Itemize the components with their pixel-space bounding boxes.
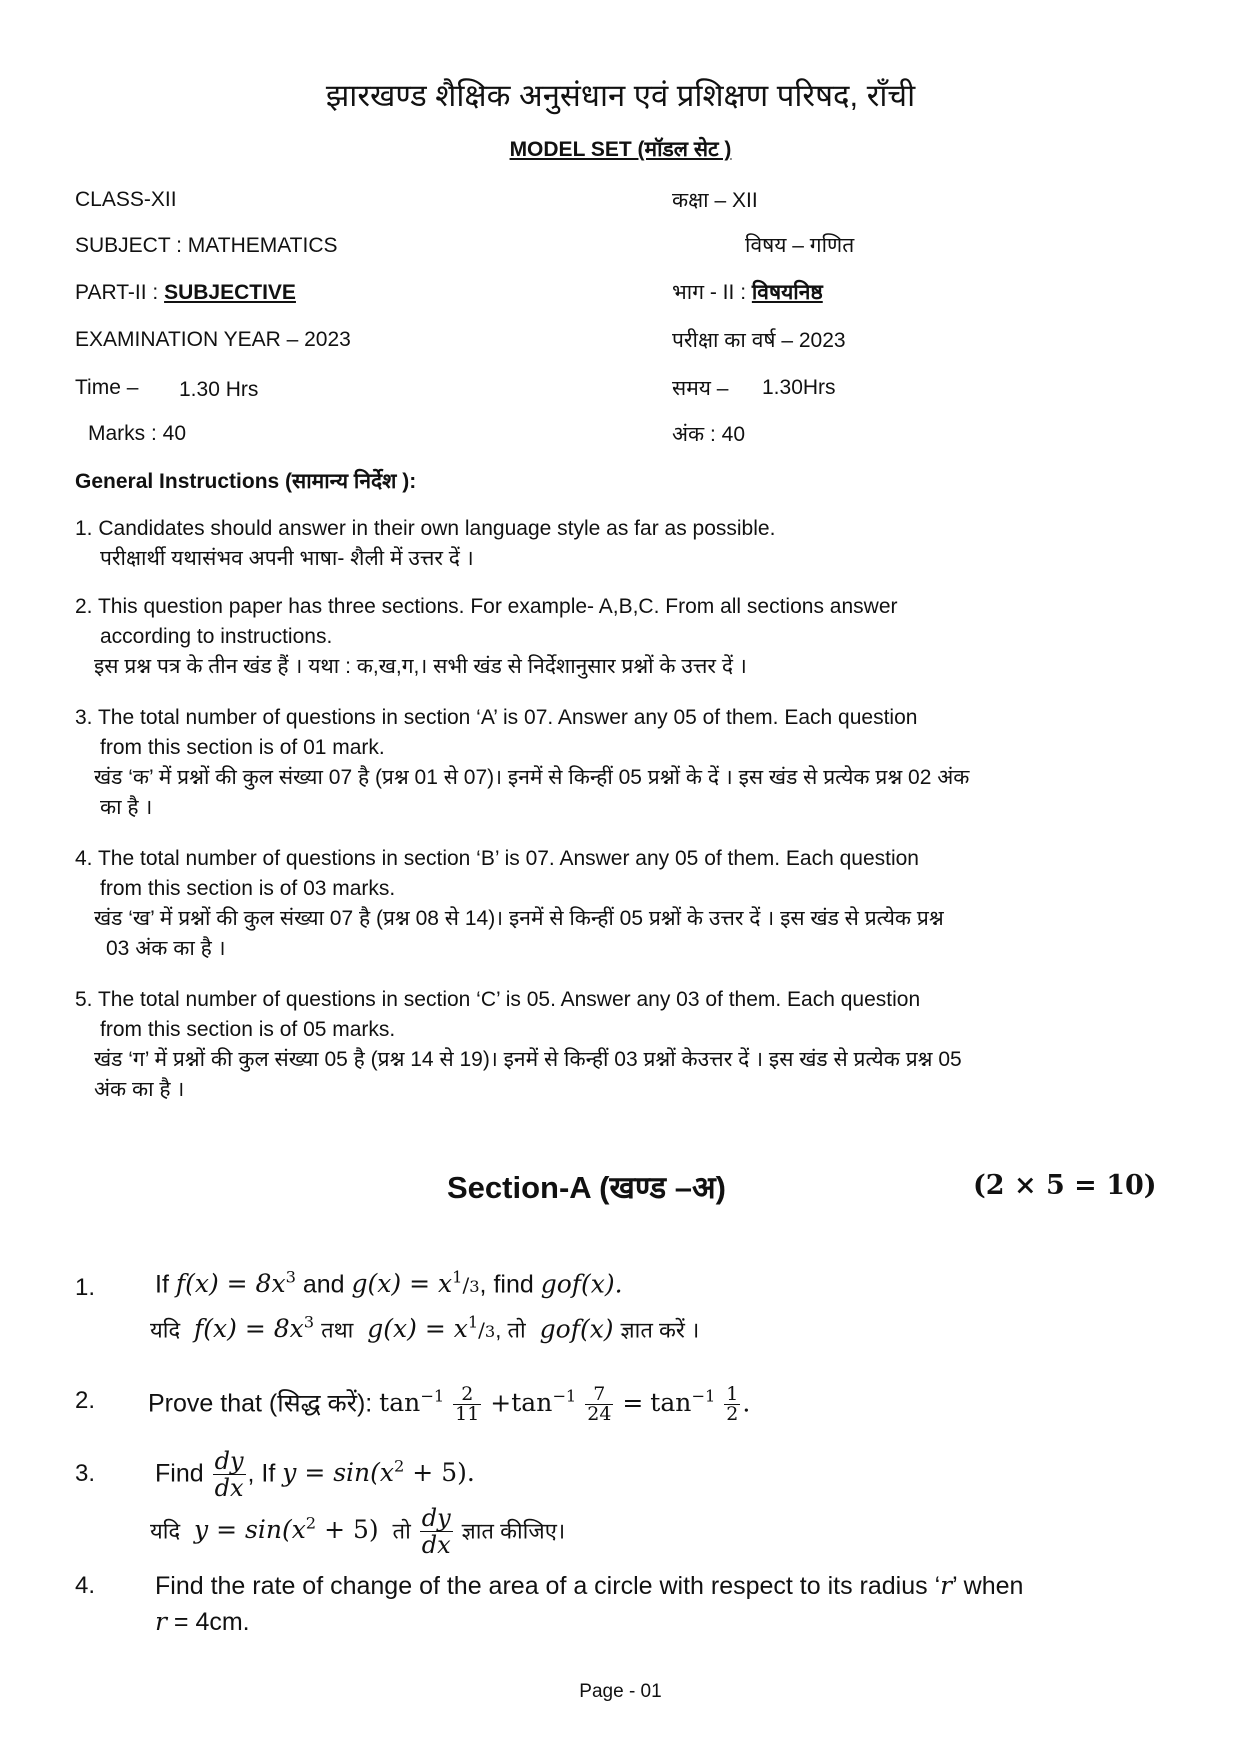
year-hi: परीक्षा का वर्ष – 2023	[672, 329, 846, 352]
instruction-1	[75, 514, 775, 574]
instruction-2-en-line: 2. This question paper has three sections. For example- A,B,C. From all sections answer	[75, 595, 898, 618]
section-a-marks: (2 × 5 = 10)	[973, 1170, 1157, 1201]
time-en-label: Time –	[75, 376, 139, 399]
instruction-3	[75, 703, 969, 823]
q1-hi-yadi: यदि	[150, 1317, 181, 1343]
class-hi: कक्षा – XII	[672, 189, 758, 212]
instruction-5-en-line: 5. The total number of questions in section ‘C’ is 05. Answer any 03 of them. Each question	[75, 988, 921, 1011]
instruction-5-hi-line: खंड ‘ग’ में प्रश्नों की कुल संख्या 05 है (प्रश्न 14 से 19)। इनमें से किन्हीं 03 प्रश्नों केउत्तर दें । इस खंड से प्रत्येक प्रश्न 05	[94, 1048, 962, 1071]
instruction-1-hi-line: परीक्षार्थी यथासंभव अपनी भाषा- शैली में उत्तर दें ।	[100, 547, 474, 570]
part-en-value: SUBJECTIVE	[164, 281, 296, 304]
q3-find: Find	[155, 1459, 204, 1488]
q1-gof: gof(x).	[540, 1269, 623, 1299]
q3-if: , If	[247, 1459, 276, 1488]
question-2-number: 2.	[75, 1387, 96, 1414]
question-1-number: 1.	[75, 1274, 96, 1301]
q2-period: .	[742, 1388, 751, 1418]
q3-hi-yadi: यदि	[150, 1518, 181, 1544]
q2-equals: =	[622, 1388, 644, 1418]
instruction-2	[75, 592, 898, 682]
question-3-hi	[150, 1494, 565, 1561]
part-hi-value: विषयनिष्ठ	[751, 281, 823, 304]
instruction-4-hi-line: खंड ‘ख’ में प्रश्नों की कुल संख्या 07 है (प्रश्न 08 से 14)। इनमें से किन्हीं 05 प्रश्नों के उत्तर दें । इस खंड से प्रत्येक प्रश्न	[94, 907, 944, 930]
instruction-4-hi-line: 03 अंक का है ।	[106, 937, 226, 960]
q3-derivative: $\frac{dy}{dx}$	[214, 1447, 244, 1503]
q1-if: If	[155, 1270, 169, 1299]
marks-en: Marks : 40	[88, 422, 187, 445]
instruction-3-en-line: from this section is of 01 mark.	[100, 736, 385, 759]
q3-hi-expr: $y = \sin(x^2 + 5)$	[194, 1514, 379, 1545]
q2-plus: +	[490, 1388, 512, 1418]
subject-hi: विषय – गणित	[745, 234, 855, 257]
page-number: Page - 01	[579, 1681, 662, 1702]
instruction-4-en-line: 4. The total number of questions in section ‘B’ is 07. Answer any 05 of them. Each question	[75, 847, 919, 870]
part-en-prefix: PART-II :	[75, 281, 165, 304]
q1-f-expr: $f(x) = 8x^3$	[175, 1268, 296, 1299]
q2-fraction-1: $\frac{2}{11}$	[455, 1383, 480, 1426]
q2-tan-3: $\tan^{-1}$	[650, 1387, 716, 1418]
instruction-5-en-line: from this section is of 05 marks.	[100, 1018, 396, 1041]
q1-hi-f-expr: $f(x) = 8x^3$	[194, 1313, 315, 1344]
q1-hi-gyat: ज्ञात करें ।	[620, 1317, 700, 1343]
q2-fraction-3: $\frac{1}{2}$	[726, 1383, 739, 1426]
part-en	[75, 281, 296, 305]
question-1-en	[155, 1268, 623, 1299]
q2-tan-2: $\tan^{-1}$	[511, 1387, 577, 1418]
time-hi-value: 1.30Hrs	[762, 376, 836, 399]
instruction-5	[75, 985, 962, 1105]
q1-and: and	[302, 1270, 345, 1299]
time-en-value: 1.30 Hrs	[179, 378, 259, 401]
part-hi	[672, 278, 823, 306]
instruction-2-hi-line: इस प्रश्न पत्र के तीन खंड हैं । यथा : क,ख,ग,। सभी खंड से निर्देशानुसार प्रश्नों के उत्तर दें ।	[94, 655, 747, 678]
q3-hi-gyat: ज्ञात कीजिए।	[461, 1518, 566, 1544]
q1-find: , find	[479, 1270, 534, 1299]
instruction-3-hi-line: का है ।	[100, 796, 153, 819]
q3-expr: $y = \sin(x^2 + 5)$.	[282, 1457, 475, 1488]
instruction-1-en-line: 1. Candidates should answer in their own language style as far as possible.	[75, 517, 776, 540]
q2-prove: Prove that (सिद्ध करें):	[148, 1389, 380, 1418]
q1-hi-gof: gof(x)	[539, 1314, 614, 1344]
q2-tan-1: $\tan^{-1}$	[379, 1387, 445, 1418]
q1-hi-tatha: तथा	[321, 1317, 354, 1343]
q4-line-1: Find the rate of change of the area of a circle with respect to its radius ‘r’ when	[155, 1571, 1024, 1600]
question-4-number: 4.	[75, 1572, 96, 1599]
year-en: EXAMINATION YEAR – 2023	[75, 328, 351, 351]
q3-hi-to: तो	[392, 1518, 411, 1544]
q3-hi-derivative: $\frac{dy}{dx}$	[421, 1504, 451, 1560]
instruction-5-hi-line: अंक का है ।	[94, 1078, 185, 1101]
instruction-3-en-line: 3. The total number of questions in section ‘A’ is 07. Answer any 05 of them. Each question	[75, 706, 918, 729]
section-a-title: Section-A (खण्ड –अ)	[447, 1170, 726, 1205]
instruction-3-hi-line: खंड ‘क’ में प्रश्नों की कुल संख्या 07 है (प्रश्न 01 से 07)। इनमें से किन्हीं 05 प्रश्नों के दें । इस खंड से प्रत्येक प्रश्न 02 अंक	[94, 766, 970, 789]
subject-en: SUBJECT : MATHEMATICS	[75, 234, 338, 257]
question-3-number: 3.	[75, 1460, 96, 1487]
q2-fraction-2: $\frac{7}{24}$	[587, 1383, 612, 1426]
part-hi-prefix: भाग - II :	[672, 281, 752, 304]
question-2	[148, 1372, 750, 1428]
q1-hi-g-expr: $g(x) = x^1/3$	[367, 1313, 496, 1344]
question-1-hi	[150, 1313, 699, 1344]
question-4	[155, 1568, 1023, 1640]
institution-title: झारखण्ड शैक्षिक अनुसंधान एवं प्रशिक्षण परिषद, राँची	[325, 78, 916, 113]
model-set-heading: MODEL SET (मॉडल सेट )	[509, 138, 732, 161]
instruction-4	[75, 844, 944, 964]
marks-hi: अंक : 40	[672, 423, 746, 446]
q4-line-2: r = 4cm.	[155, 1607, 250, 1636]
q1-g-expr: $g(x) = x^1/3$	[351, 1268, 480, 1299]
instruction-4-en-line: from this section is of 03 marks.	[100, 877, 396, 900]
instructions-heading: General Instructions (सामान्य निर्देश ):	[75, 470, 417, 493]
time-hi-label: समय –	[672, 377, 729, 400]
instruction-2-en-line: according to instructions.	[100, 625, 333, 648]
class-en: CLASS-XII	[75, 188, 177, 211]
q1-hi-to: , तो	[495, 1317, 526, 1343]
